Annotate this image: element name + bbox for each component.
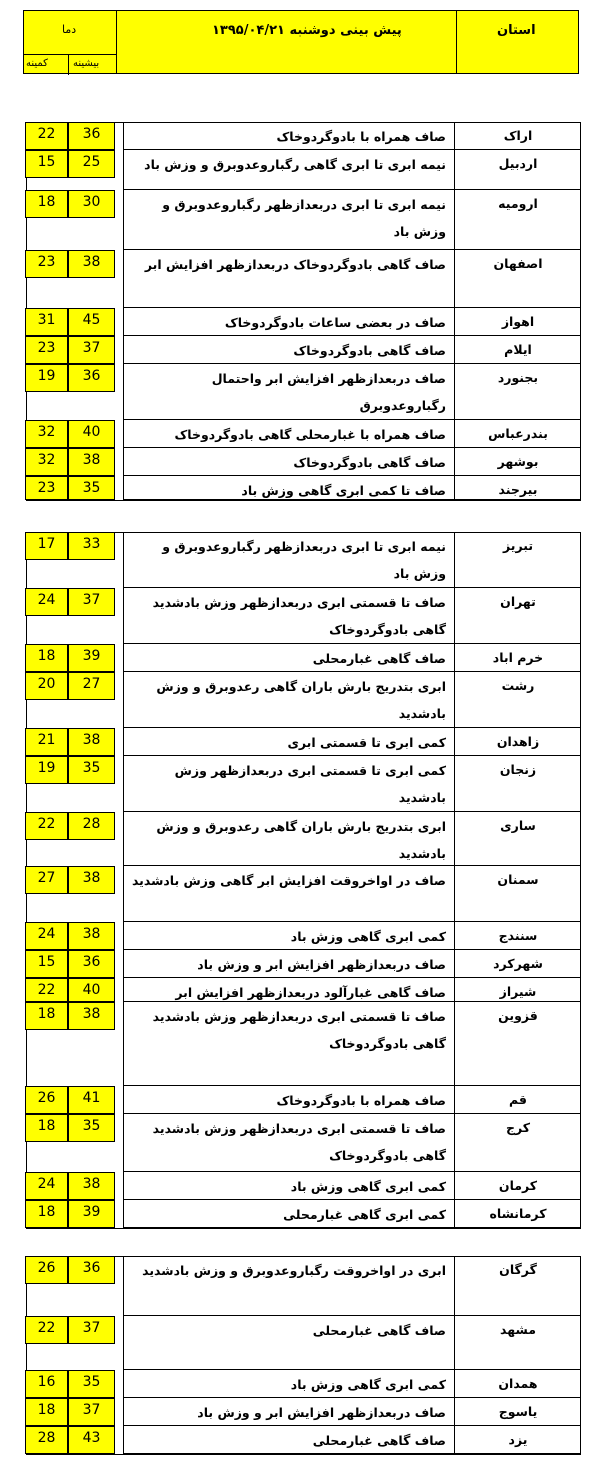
max-temp-cell (68, 978, 115, 1002)
min-temp-cell-text: 15 (37, 954, 56, 970)
min-temp-cell (25, 1256, 68, 1284)
min-temp-cell-text: 16 (37, 1374, 56, 1390)
province-cell-text: ارومیه (498, 196, 538, 211)
province-cell (455, 1002, 581, 1086)
province-cell (455, 420, 581, 448)
min-temp-cell (25, 364, 68, 392)
table-row (25, 1426, 581, 1454)
max-temp-cell-text: 38 (82, 1176, 101, 1192)
max-temp-cell (68, 1200, 115, 1228)
province-cell-text: مشهد (500, 1322, 536, 1337)
table-row (25, 588, 581, 644)
max-temp-cell-text: 37 (82, 1320, 101, 1336)
forecast-cell (123, 1370, 455, 1398)
max-temp-cell (68, 866, 115, 894)
max-temp-cell (68, 1256, 115, 1284)
table-row (25, 1370, 581, 1398)
min-temp-cell-text: 21 (37, 732, 56, 748)
min-temp-cell (25, 922, 68, 950)
min-temp-cell (25, 812, 68, 840)
province-cell-text: بندرعباس (488, 426, 548, 441)
forecast-cell-text: ابری بتدریج بارش باران گاهی رعدوبرق و وزش بادشدید (156, 679, 446, 721)
min-temp-cell-text: 28 (37, 1430, 56, 1446)
province-cell (455, 364, 581, 420)
forecast-cell-text: صاف در اواخروقت افزایش ابر گاهی وزش بادشدید (131, 873, 446, 888)
forecast-cell (123, 1002, 455, 1086)
table-row (25, 728, 581, 756)
forecast-cell-text: کمی ابری تا قسمتی ابری دربعدازظهر وزش بادشدید (174, 763, 446, 805)
table-row (25, 1114, 581, 1172)
table-row (25, 476, 581, 500)
forecast-cell-text: کمی ابری گاهی غبارمحلی (283, 1207, 446, 1222)
province-cell (455, 476, 581, 500)
min-temp-cell (25, 1086, 68, 1114)
province-cell (455, 978, 581, 1002)
row-divider (123, 499, 581, 500)
province-cell-text: بجنورد (497, 370, 539, 385)
min-temp-cell (25, 336, 68, 364)
forecast-title: پیش بینی دوشنبه ۱۳۹۵/۰۴/۲۱ (212, 23, 402, 38)
province-cell (455, 308, 581, 336)
min-temp-cell-text: 24 (37, 592, 56, 608)
row-divider (123, 1227, 581, 1228)
min-temp-cell (25, 866, 68, 894)
province-cell (455, 1316, 581, 1370)
forecast-cell-text: صاف تا قسمتی ابری دربعدازظهر وزش بادشدید گاهی بادوگردوخاک (152, 1009, 446, 1051)
max-temp-cell (68, 728, 115, 756)
max-temp-cell (68, 308, 115, 336)
forecast-cell-text: نیمه ابری تا ابری دربعدازظهر رگباروعدوبرق و وزش باد (162, 539, 446, 581)
table-row (25, 1398, 581, 1426)
table-row (25, 950, 581, 978)
province-cell (455, 1370, 581, 1398)
forecast-cell-text: صاف تا کمی ابری گاهی وزش باد (241, 483, 446, 498)
table-row (25, 250, 581, 308)
max-temp-cell-text: 39 (82, 1204, 101, 1220)
province-cell (455, 1256, 581, 1316)
min-temp-cell-text: 22 (37, 126, 56, 142)
max-temp-cell-text: 41 (82, 1090, 101, 1106)
max-temp-cell-text: 33 (82, 536, 101, 552)
min-temp-cell-text: 26 (37, 1260, 56, 1276)
min-temp-cell-text: 31 (37, 312, 56, 328)
forecast-cell (123, 950, 455, 978)
forecast-cell (123, 756, 455, 812)
forecast-col-head (116, 11, 456, 73)
table-row (25, 420, 581, 448)
province-cell (455, 866, 581, 922)
table-row (25, 978, 581, 1002)
forecast-cell-text: صاف گاهی غبارمحلی (312, 651, 446, 666)
province-cell-text: زاهدان (496, 734, 540, 749)
forecast-cell-text: نیمه ابری تا ابری گاهی رگباروعدوبرق و وزش باد (144, 157, 446, 172)
province-cell (455, 1172, 581, 1200)
table-row (25, 364, 581, 420)
province-cell (455, 812, 581, 866)
province-cell-text: ایلام (504, 342, 532, 357)
province-cell-text: کرج (505, 1120, 531, 1135)
max-temp-cell-text: 36 (82, 954, 101, 970)
forecast-cell (123, 122, 455, 150)
min-temp-cell (25, 728, 68, 756)
province-cell (455, 922, 581, 950)
forecast-cell-text: صاف گاهی بادوگردوخاک (293, 343, 446, 358)
forecast-cell (123, 1200, 455, 1228)
forecast-cell-text: صاف تا قسمتی ابری دربعدازظهر وزش بادشدید گاهی بادوگردوخاک (152, 595, 446, 637)
min-temp-cell (25, 150, 68, 178)
table-row (25, 1200, 581, 1228)
min-temp-cell-text: 18 (37, 1006, 56, 1022)
province-cell (455, 532, 581, 588)
province-cell-text: شهرکرد (493, 956, 543, 971)
max-temp-cell (68, 1316, 115, 1344)
forecast-cell (123, 532, 455, 588)
forecast-cell-text: ابری در اواخروقت رگباروعدوبرق و وزش بادشدید (142, 1263, 446, 1278)
table-row (25, 812, 581, 866)
province-cell-text: تهران (500, 594, 536, 609)
max-temp-cell-text: 28 (82, 816, 101, 832)
min-temp-cell (25, 1398, 68, 1426)
max-temp-cell (68, 1086, 115, 1114)
province-label: استان (497, 23, 536, 38)
forecast-cell (123, 448, 455, 476)
table-row (25, 532, 581, 588)
province-cell (455, 672, 581, 728)
max-temp-cell-text: 38 (82, 732, 101, 748)
max-temp-cell-text: 38 (82, 926, 101, 942)
min-temp-cell-text: 24 (37, 1176, 56, 1192)
max-temp-cell-text: 38 (82, 254, 101, 270)
max-temp-cell-text: 35 (82, 480, 101, 496)
max-temp-cell (68, 672, 115, 700)
table-row (25, 756, 581, 812)
min-temp-cell-text: 32 (37, 452, 56, 468)
province-cell-text: قزوین (498, 1008, 538, 1023)
forecast-cell (123, 1426, 455, 1454)
forecast-cell (123, 308, 455, 336)
province-cell-text: همدان (498, 1376, 538, 1391)
temp-divider (24, 54, 116, 55)
forecast-cell (123, 672, 455, 728)
min-temp-cell-text: 23 (37, 480, 56, 496)
min-temp-cell (25, 1426, 68, 1454)
province-cell (455, 122, 581, 150)
max-temp-cell (68, 448, 115, 476)
forecast-cell (123, 1086, 455, 1114)
max-temp-cell (68, 950, 115, 978)
max-temp-cell (68, 364, 115, 392)
max-temp-cell-text: 25 (82, 154, 101, 170)
forecast-cell-text: صاف گاهی بادوگردوخاک (293, 455, 446, 470)
min-temp-cell (25, 978, 68, 1002)
province-cell-text: اصفهان (493, 256, 543, 271)
table-row (25, 190, 581, 250)
min-temp-cell (25, 1002, 68, 1030)
table-row (25, 1316, 581, 1370)
forecast-cell (123, 1398, 455, 1426)
province-cell-text: کرمان (498, 1178, 538, 1193)
max-temp-cell (68, 150, 115, 178)
max-temp-cell (68, 122, 115, 150)
min-temp-cell (25, 476, 68, 500)
province-cell-text: اردبیل (498, 156, 538, 171)
province-cell-text: ساری (500, 818, 536, 833)
max-temp-cell (68, 476, 115, 500)
forecast-cell (123, 476, 455, 500)
forecast-cell-text: صاف دربعدازظهر افزایش ابر و وزش باد (197, 1405, 446, 1420)
min-temp-cell (25, 532, 68, 560)
forecast-cell (123, 1256, 455, 1316)
province-cell-text: خرم اباد (492, 650, 544, 665)
province-cell (455, 1426, 581, 1454)
min-temp-cell (25, 448, 68, 476)
forecast-cell (123, 250, 455, 308)
forecast-cell (123, 644, 455, 672)
forecast-cell (123, 1114, 455, 1172)
forecast-cell (123, 978, 455, 1002)
province-cell-text: سنندج (498, 928, 538, 943)
table-row (25, 1172, 581, 1200)
forecast-cell (123, 420, 455, 448)
province-cell-text: بیرجند (498, 482, 538, 497)
forecast-cell (123, 1316, 455, 1370)
min-temp-cell-text: 26 (37, 1090, 56, 1106)
min-temp-cell-text: 19 (37, 368, 56, 384)
min-temp-cell-text: 24 (37, 926, 56, 942)
forecast-cell-text: کمی ابری گاهی وزش باد (290, 1179, 446, 1194)
forecast-cell (123, 812, 455, 866)
province-cell (455, 1114, 581, 1172)
province-cell (455, 1398, 581, 1426)
province-cell (455, 756, 581, 812)
province-cell (455, 1086, 581, 1114)
max-temp-cell (68, 1002, 115, 1030)
max-temp-cell-text: 38 (82, 870, 101, 886)
min-temp-cell-text: 18 (37, 1402, 56, 1418)
province-cell (455, 644, 581, 672)
min-temp-cell-text: 19 (37, 760, 56, 776)
forecast-cell (123, 728, 455, 756)
province-cell (455, 448, 581, 476)
min-temp-cell (25, 1172, 68, 1200)
max-temp-cell-text: 37 (82, 1402, 101, 1418)
min-temp-cell-text: 22 (37, 816, 56, 832)
min-temp-cell (25, 250, 68, 278)
max-temp-cell-text: 45 (82, 312, 101, 328)
table-row (25, 1002, 581, 1086)
max-temp-cell-text: 38 (82, 452, 101, 468)
table-row (25, 336, 581, 364)
max-temp-cell (68, 644, 115, 672)
max-label: بیشینه (73, 58, 100, 69)
min-temp-cell-text: 22 (37, 982, 56, 998)
min-temp-cell (25, 190, 68, 218)
max-temp-cell-text: 36 (82, 368, 101, 384)
province-cell-text: کرمانشاه (489, 1206, 547, 1221)
table-row (25, 644, 581, 672)
min-temp-cell-text: 18 (37, 648, 56, 664)
max-temp-cell-text: 30 (82, 194, 101, 210)
max-temp-cell (68, 812, 115, 840)
province-cell (455, 250, 581, 308)
forecast-cell-text: صاف گاهی غبارمحلی (312, 1323, 446, 1338)
min-temp-cell (25, 308, 68, 336)
table-row (25, 448, 581, 476)
min-temp-cell (25, 588, 68, 616)
province-cell (455, 1200, 581, 1228)
max-temp-cell (68, 922, 115, 950)
temp-label: دما (62, 23, 77, 36)
forecast-cell-text: کمی ابری تا قسمتی ابری (287, 735, 446, 750)
min-temp-cell-text: 18 (37, 194, 56, 210)
max-temp-cell (68, 420, 115, 448)
table-row (25, 1086, 581, 1114)
min-temp-cell (25, 644, 68, 672)
province-cell (455, 336, 581, 364)
max-temp-cell (68, 190, 115, 218)
forecast-cell (123, 1172, 455, 1200)
min-temp-cell (25, 1114, 68, 1142)
province-cell (455, 728, 581, 756)
min-temp-cell-text: 15 (37, 154, 56, 170)
max-temp-cell (68, 1370, 115, 1398)
min-temp-cell-text: 27 (37, 870, 56, 886)
province-cell-text: یاسوج (498, 1404, 538, 1419)
max-temp-cell-text: 36 (82, 1260, 101, 1276)
forecast-cell (123, 364, 455, 420)
max-temp-cell-text: 40 (82, 982, 101, 998)
max-temp-cell (68, 1114, 115, 1142)
table-row (25, 122, 581, 150)
province-cell-text: اراک (503, 128, 533, 143)
forecast-cell-text: صاف گاهی بادوگردوخاک دربعدازظهر افزایش ابر (144, 257, 446, 272)
min-temp-cell (25, 1370, 68, 1398)
min-temp-cell (25, 1316, 68, 1344)
forecast-cell-text: صاف تا قسمتی ابری دربعدازظهر وزش بادشدید گاهی بادوگردوخاک (152, 1121, 446, 1163)
min-temp-cell-text: 17 (37, 536, 56, 552)
table-row (25, 922, 581, 950)
forecast-cell-text: نیمه ابری تا ابری دربعدازظهر رگباروعدوبرق و وزش باد (162, 197, 446, 239)
table-row (25, 150, 581, 190)
min-temp-cell (25, 756, 68, 784)
max-temp-cell (68, 532, 115, 560)
max-temp-cell (68, 336, 115, 364)
forecast-cell-text: صاف گاهی غبارمحلی (312, 1433, 446, 1448)
province-cell (455, 150, 581, 190)
forecast-cell (123, 336, 455, 364)
table-header (23, 10, 579, 74)
forecast-cell (123, 922, 455, 950)
forecast-cell-text: صاف همراه با غبارمحلی گاهی بادوگردوخاک (174, 427, 446, 442)
min-col-head (24, 55, 68, 75)
min-temp-cell-text: 18 (37, 1204, 56, 1220)
min-temp-cell (25, 122, 68, 150)
max-temp-cell (68, 1172, 115, 1200)
province-cell-text: تبریز (502, 538, 534, 553)
max-temp-cell-text: 43 (82, 1430, 101, 1446)
province-cell-text: رشت (501, 678, 535, 693)
table-row (25, 866, 581, 922)
max-temp-cell (68, 250, 115, 278)
province-cell-text: سمنان (497, 872, 539, 887)
max-temp-cell (68, 1398, 115, 1426)
row-divider (123, 1453, 581, 1454)
province-cell-text: زنجان (499, 762, 537, 777)
forecast-cell-text: صاف دربعدازظهر افزایش ابر و وزش باد (197, 957, 446, 972)
forecast-cell (123, 190, 455, 250)
forecast-cell-text: صاف در بعضی ساعات بادوگردوخاک (224, 315, 446, 330)
table-row (25, 308, 581, 336)
table-row (25, 672, 581, 728)
min-temp-cell (25, 672, 68, 700)
min-temp-cell-text: 20 (37, 676, 56, 692)
forecast-cell (123, 150, 455, 190)
max-temp-cell-text: 40 (82, 424, 101, 440)
min-temp-cell-text: 18 (37, 1118, 56, 1134)
max-temp-cell-text: 38 (82, 1006, 101, 1022)
min-temp-cell (25, 950, 68, 978)
max-col-head (68, 55, 116, 75)
max-temp-cell (68, 756, 115, 784)
max-temp-cell (68, 1426, 115, 1454)
max-temp-cell-text: 35 (82, 1374, 101, 1390)
province-cell (455, 190, 581, 250)
province-cell-text: شیراز (499, 984, 537, 999)
forecast-cell-text: صاف همراه با بادوگردوخاک (276, 129, 446, 144)
max-temp-cell-text: 37 (82, 340, 101, 356)
forecast-cell (123, 866, 455, 922)
min-temp-cell (25, 1200, 68, 1228)
max-temp-cell-text: 27 (82, 676, 101, 692)
forecast-cell-text: صاف دربعدازظهر افزایش ابر واحتمال رگباروعدوبرق (211, 371, 446, 413)
province-col-head (456, 11, 580, 73)
province-cell-text: یزد (508, 1432, 528, 1447)
max-temp-cell-text: 35 (82, 1118, 101, 1134)
min-temp-cell (25, 420, 68, 448)
forecast-cell-text: صاف گاهی غبارآلود دربعدازظهر افزایش ابر (175, 985, 446, 1000)
max-temp-cell (68, 588, 115, 616)
min-temp-cell-text: 23 (37, 340, 56, 356)
province-cell-text: اهواز (501, 314, 535, 329)
province-cell-text: قم (509, 1092, 527, 1107)
province-cell-text: بوشهر (497, 454, 539, 469)
forecast-cell-text: کمی ابری گاهی وزش باد (290, 929, 446, 944)
forecast-cell-text: صاف همراه با بادوگردوخاک (276, 1093, 446, 1108)
max-temp-cell-text: 37 (82, 592, 101, 608)
max-temp-cell-text: 36 (82, 126, 101, 142)
province-cell (455, 950, 581, 978)
min-temp-cell-text: 22 (37, 1320, 56, 1336)
forecast-cell-text: کمی ابری گاهی وزش باد (290, 1377, 446, 1392)
max-temp-cell-text: 39 (82, 648, 101, 664)
min-temp-cell-text: 32 (37, 424, 56, 440)
forecast-cell-text: ابری بتدریج بارش باران گاهی رعدوبرق و وزش بادشدید (156, 819, 446, 861)
min-temp-cell-text: 23 (37, 254, 56, 270)
province-cell-text: گرگان (499, 1262, 537, 1277)
min-label: کمینه (26, 58, 48, 69)
table-row (25, 1256, 581, 1316)
max-temp-cell-text: 35 (82, 760, 101, 776)
province-cell (455, 588, 581, 644)
forecast-cell (123, 588, 455, 644)
